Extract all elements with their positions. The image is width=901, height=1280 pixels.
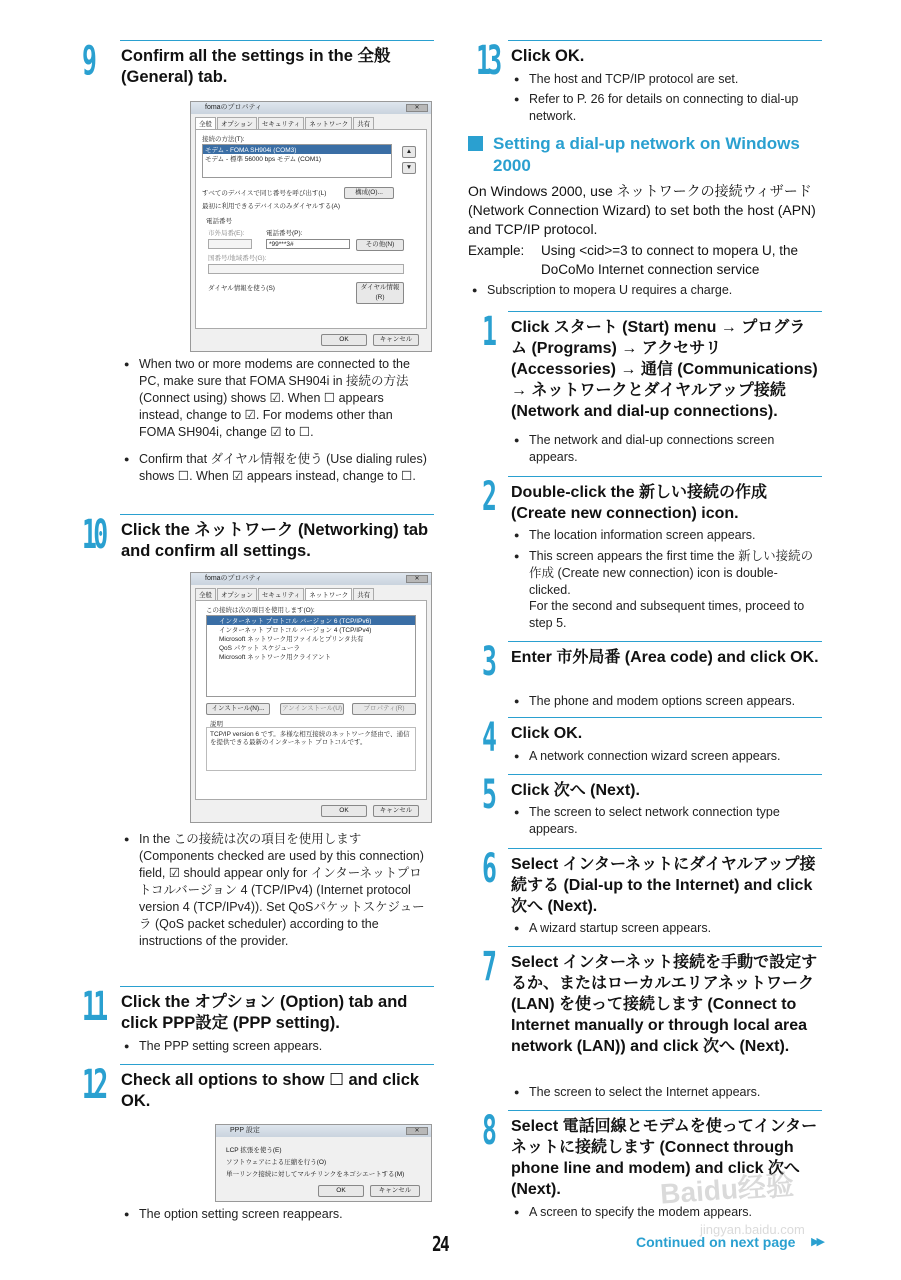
step-number: 12 (82, 1062, 105, 1108)
close-icon: ✕ (406, 104, 428, 112)
step-r4 (468, 717, 824, 769)
first-device-checkbox[interactable]: 最初に利用できるデバイスのみダイヤルする(A) (202, 203, 341, 210)
step-12 (82, 1064, 434, 1229)
area-code-input[interactable] (208, 239, 252, 249)
tab-security[interactable]: セキュリティ (258, 117, 304, 129)
step-number: 6 (482, 846, 494, 892)
bullet-note: ● The PPP setting screen appears. (139, 1038, 427, 1055)
step-title: Check all options to show ☐ and click OK. (121, 1071, 420, 1110)
step-title: Click OK. (511, 47, 585, 65)
bullet-note: ● This screen appears the first time the 新しい接続の作成 (Create new connection) icon is double-clicked. (529, 548, 819, 599)
step-title: Select 電話回線とモデムを使ってインターネットに接続します (Connect through phone line and modem) and click 次へ (Next). (511, 1118, 818, 1198)
tab-sharing[interactable]: 共有 (353, 117, 374, 129)
dialing-rules-button[interactable]: ダイヤル情報(R) (356, 282, 404, 304)
step-number: 13 (476, 38, 499, 84)
modem-item[interactable]: モデム - 標準 56000 bps モデム (COM1) (205, 156, 322, 163)
bullet-note: ● The network and dial-up connections screen appears. (529, 432, 819, 466)
step-title: Click OK. (511, 725, 583, 742)
step-title: Select インターネットにダイヤルアップ接続する (Dial-up to the Internet) and click 次へ (Next). (511, 856, 816, 915)
window-title: PPP 設定 ✕ (216, 1125, 431, 1137)
general-tab-screenshot (190, 101, 432, 352)
step-title: Confirm all the settings in the 全般 (General) tab. (121, 47, 391, 86)
step-title: Click the オプション (Option) tab and click PPP設定 (PPP setting). (121, 993, 408, 1032)
ok-button[interactable]: OK (321, 334, 367, 346)
same-number-checkbox[interactable]: すべてのデバイスで同じ番号を呼び出す(L) (202, 190, 327, 197)
bullet-note: ● The phone and modem options screen appears. (529, 693, 825, 710)
bullet-note: ● The screen to select network connection type appears. (529, 804, 819, 838)
tab-general[interactable]: 全般 (195, 588, 216, 600)
step-r3 (468, 641, 824, 713)
cancel-button[interactable]: キャンセル (373, 334, 419, 346)
step-number: 3 (482, 639, 494, 685)
cancel-button[interactable]: キャンセル (370, 1185, 420, 1197)
uninstall-button[interactable]: アンインストール(U) (280, 703, 344, 715)
close-icon: ✕ (406, 1127, 428, 1135)
continued-text: Continued on next page (636, 1234, 796, 1250)
step-divider (120, 514, 434, 515)
bullet-note: ● A wizard startup screen appears. (529, 920, 819, 937)
step-r5 (468, 774, 824, 844)
step-r1 (468, 311, 824, 471)
country-code-select[interactable] (208, 264, 404, 274)
connect-using-label: 接続の方法(T): (202, 136, 245, 143)
other-button[interactable]: その他(N) (356, 239, 404, 251)
step-number: 2 (482, 474, 494, 520)
step-11 (82, 986, 434, 1058)
bullet-note: ● The location information screen appears. (529, 527, 819, 544)
note-text: For the second and subsequent times, proceed to step 5. (529, 599, 805, 630)
modem-list (202, 144, 392, 178)
close-icon: ✕ (406, 575, 428, 583)
bullet-note: ● The screen to select the Internet appears. (529, 1084, 819, 1101)
tab-general[interactable]: 全般 (195, 117, 216, 129)
step-title: Enter 市外局番 (Area code) and click OK. (511, 649, 819, 666)
down-arrow-icon[interactable]: ▼ (402, 162, 416, 174)
tab-network[interactable]: ネットワーク (305, 117, 352, 129)
step-divider (120, 1064, 434, 1065)
watermark: Baidu经验 (659, 1169, 795, 1210)
bullet-note: ● Confirm that ダイヤル情報を使う (Use dialing rules) shows ☐. When ☑ appears instead, change to ☐. (139, 451, 427, 485)
multilink-checkbox[interactable]: 単一リンク接続に対してマルチリンクをネゴシエートする(M) (226, 1171, 405, 1178)
compression-checkbox[interactable]: ソフトウェアによる圧縮を行う(O) (226, 1159, 327, 1166)
cancel-button[interactable]: キャンセル (373, 805, 419, 817)
component-item[interactable]: Microsoft ネットワーク用クライアント (219, 654, 332, 661)
components-label: この接続は次の項目を使用します(O): (206, 607, 315, 614)
country-code-label: 国番号/地域番号(G): (208, 255, 267, 262)
ppp-setting-screenshot (215, 1124, 432, 1202)
watermark-url: jingyan.baidu.com (700, 1222, 805, 1237)
step-r7 (468, 946, 824, 1106)
step-r2 (468, 476, 824, 636)
example-text: Using <cid>=3 to connect to mopera U, the DoCoMo Internet connection service (541, 243, 799, 277)
bullet-note: ● When two or more modems are connected to the PC, make sure that FOMA SH904i in 接続の方法 (Connect using) shows ☑. When ☐ appears instead, change to ☑. For modems other than FOMA SH904i, change ☑ to ☐. (139, 356, 427, 441)
area-code-label: 市外局番(E): (208, 230, 245, 237)
bullet-note: ● A screen to specify the modem appears. (529, 1204, 819, 1221)
bullet-note: ● The option setting screen reappears. (139, 1206, 427, 1223)
up-arrow-icon[interactable]: ▲ (402, 146, 416, 158)
step-number: 7 (482, 944, 494, 990)
tab-options[interactable]: オプション (217, 117, 257, 129)
double-arrow-icon: ▶▶ (811, 1236, 822, 1248)
configure-button[interactable]: 構成(O)... (344, 187, 394, 199)
step-number: 10 (82, 512, 105, 558)
step-number: 1 (482, 309, 494, 355)
step-divider (508, 946, 822, 947)
page-number: 24 (432, 1232, 449, 1256)
step-divider (508, 476, 822, 477)
description-label: 説明 (210, 721, 223, 728)
component-item[interactable]: インターネット プロトコル バージョン 6 (TCP/IPv6) (207, 616, 415, 625)
step-divider (120, 40, 434, 41)
step-number: 5 (482, 772, 494, 818)
description-text: TCP/IP version 6 です。多様な相互接続のネットワーク経由で、通信を提供できる最新のインターネット プロトコルです。 (206, 727, 416, 771)
bullet-note: ● A network connection wizard screen appears. (529, 748, 819, 765)
section-heading: Setting a dial-up network on Windows 2000 (493, 134, 800, 175)
tab-sharing[interactable]: 共有 (353, 588, 374, 600)
component-item[interactable]: Microsoft ネットワーク用ファイルとプリンタ共有 (219, 636, 364, 643)
tab-bar (191, 585, 431, 600)
intro-text: On Windows 2000, use ネットワークの接続ウィザード (Network Connection Wizard) to set both the host (APN) and TCP/IP protocol. (468, 183, 816, 237)
window-title: fomaのプロパティ ✕ (191, 102, 431, 114)
phone-group-label: 電話番号 (206, 218, 232, 225)
step-number: 8 (482, 1108, 494, 1154)
step-title: Click スタート (Start) menu → プログラム (Programs) → アクセサリ (Accessories) → 通信 (Communications) → ネットワークとダイヤルアップ接続 (Network and dial-up connections). (511, 319, 818, 420)
step-title: Click 次へ (Next). (511, 782, 640, 799)
step-title: Select インターネット接続を手動で設定するか、またはローカルエリアネットワーク (LAN) を使って接続します (Connect to Internet manually or through local area network (LAN)) and click 次へ (Next). (511, 954, 818, 1055)
step-13 (468, 40, 824, 130)
ok-button[interactable]: OK (318, 1185, 364, 1197)
step-divider (508, 848, 822, 849)
step-divider (508, 1110, 822, 1111)
bullet-note: ● The host and TCP/IP protocol are set. (529, 71, 819, 88)
tab-network[interactable]: ネットワーク (305, 588, 352, 600)
tab-security[interactable]: セキュリティ (258, 588, 304, 600)
step-divider (508, 40, 822, 41)
step-title: Double-click the 新しい接続の作成 (Create new connection) icon. (511, 484, 768, 522)
modem-item[interactable]: モデム - FOMA SH904i (COM3) (203, 145, 391, 154)
step-divider (508, 311, 822, 312)
lcp-checkbox[interactable]: LCP 拡張を使う(E) (226, 1147, 282, 1154)
phone-number-label: 電話番号(P): (266, 230, 303, 237)
step-9 (82, 40, 434, 510)
properties-button[interactable]: プロパティ(R) (352, 703, 416, 715)
bullet-note: ● Refer to P. 26 for details on connecting to dial-up network. (529, 91, 819, 125)
step-10 (82, 514, 434, 974)
bullet-note: ● In the この接続は次の項目を使用します (Components checked are used by this connection) field, ☑ should appear only for インターネットプロトコルバージョン 4 (TCP/IPv4) (Internet protocol version 4 (TCP/IPv4)). Set QoSパケットスケジューラ (QoS packet scheduler) according to the instructions of the provider. (139, 831, 427, 950)
component-item[interactable]: QoS パケット スケジューラ (219, 645, 301, 652)
step-number: 9 (82, 38, 94, 84)
section-marker (468, 136, 483, 151)
step-r6 (468, 848, 824, 943)
tab-pane (195, 600, 427, 800)
step-number: 4 (482, 715, 494, 761)
component-item[interactable]: インターネット プロトコル バージョン 4 (TCP/IPv4) (219, 627, 372, 634)
component-list (206, 615, 416, 697)
phone-number-input[interactable]: *99***3# (266, 239, 350, 249)
example-label: Example: (468, 243, 525, 258)
step-number: 11 (82, 984, 105, 1030)
tab-options[interactable]: オプション (217, 588, 257, 600)
window-title: fomaのプロパティ ✕ (191, 573, 431, 585)
step-divider (508, 717, 822, 718)
tab-pane (195, 129, 427, 329)
network-tab-screenshot (190, 572, 432, 823)
bullet-note: ● Subscription to mopera U requires a charge. (487, 282, 823, 299)
use-dialing-rules-checkbox[interactable]: ダイヤル情報を使う(S) (208, 285, 275, 292)
step-divider (508, 641, 822, 642)
step-divider (508, 774, 822, 775)
tab-bar (191, 114, 431, 129)
ok-button[interactable]: OK (321, 805, 367, 817)
step-title: Click the ネットワーク (Networking) tab and confirm all settings. (121, 521, 429, 560)
install-button[interactable]: インストール(N)... (206, 703, 270, 715)
step-divider (120, 986, 434, 987)
